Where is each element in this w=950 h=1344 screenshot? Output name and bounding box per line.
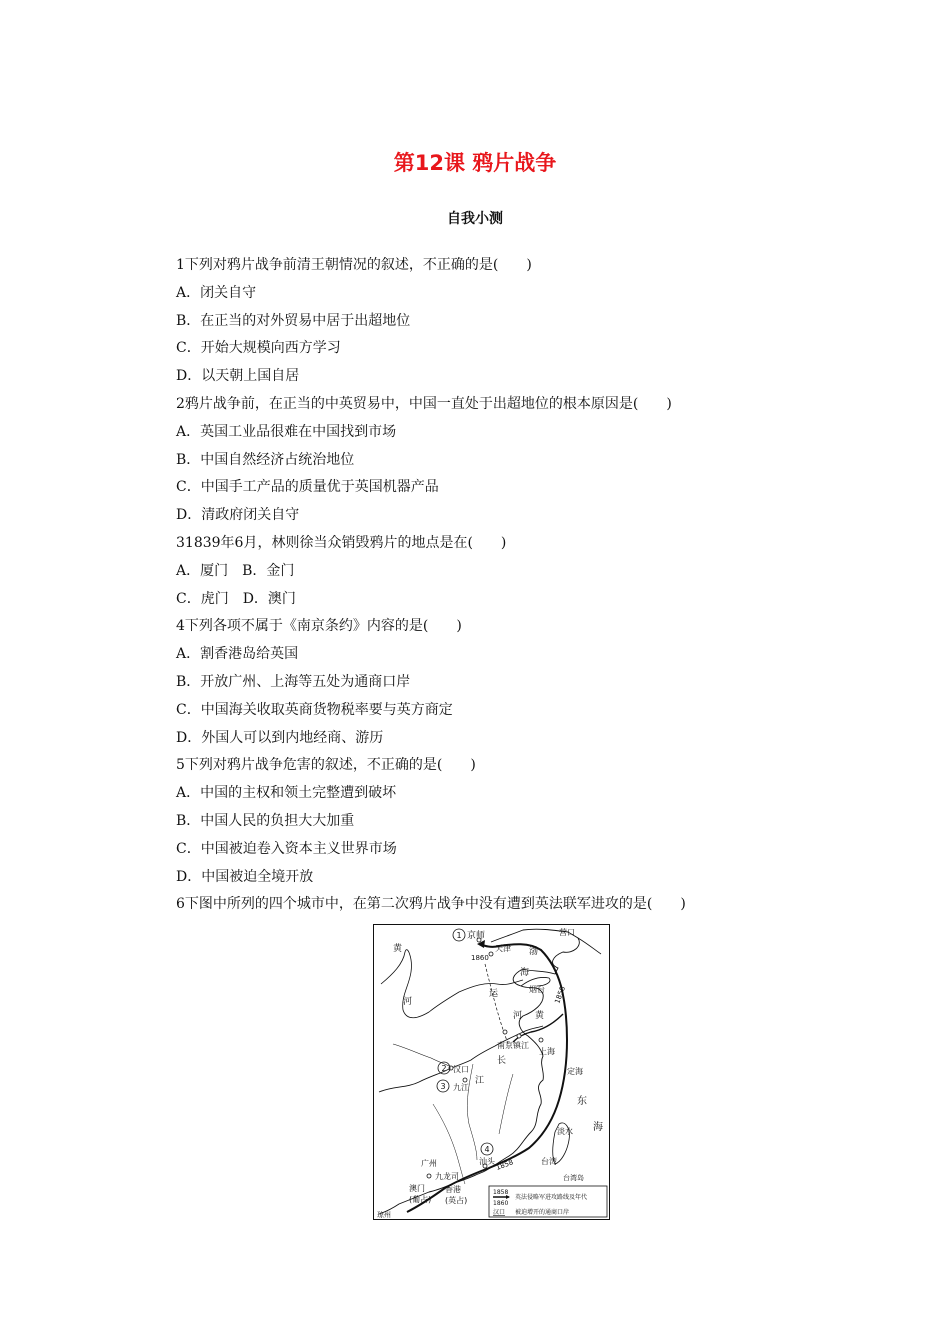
question-6-stem: 6下图中所列的四个城市中，在第二次鸦片战争中没有遭到英法联军进攻的是( ) <box>176 896 686 913</box>
question-5-option-c: C．中国被迫卷入资本主义世界市场 <box>176 840 397 857</box>
jiujiang-marker <box>463 1078 467 1082</box>
label-he-canal: 河 <box>513 1011 523 1021</box>
label-hai2: 海 <box>593 1122 603 1133</box>
label-yantai: 烟台 <box>529 985 545 994</box>
question-5-option-b: B．中国人民的负担大大加重 <box>176 812 355 829</box>
question-4-option-b: B．开放广州、上海等五处为通商口岸 <box>176 673 411 690</box>
question-2-option-c: C．中国手工产品的质量优于英国机器产品 <box>176 479 439 496</box>
label-tianjin: 天津 <box>495 944 511 953</box>
legend-port-text: 被迫增开的通商口岸 <box>515 1209 570 1216</box>
legend-port-sample: 汉口 <box>493 1209 506 1216</box>
number-2: 2 <box>441 1064 447 1073</box>
question-1-option-a: A．闭关自守 <box>176 284 257 301</box>
legend-route-text: 英法侵略军进攻路线及年代 <box>515 1194 588 1201</box>
question-1-option-d: D．以天朝上国自居 <box>176 368 300 385</box>
label-dong: 东 <box>577 1096 587 1107</box>
label-danshui: 淡水 <box>557 1127 573 1136</box>
nanjing-marker <box>503 1030 507 1034</box>
question-1-option-b: B．在正当的对外贸易中居于出超地位 <box>176 312 411 329</box>
question-2-option-d: D．清政府闭关自守 <box>176 507 300 524</box>
label-bo: 渤 <box>529 947 539 957</box>
zhenjiang-marker <box>517 1034 521 1038</box>
label-hankou: 汉口 <box>453 1065 469 1074</box>
label-shanghai: 上海 <box>539 1047 555 1056</box>
label-jiulong: 九龙司 <box>435 1172 459 1181</box>
question-3-options-ab: A．厦门 B．金门 <box>176 562 295 579</box>
label-he-river: 河 <box>403 997 413 1007</box>
number-1: 1 <box>456 931 462 940</box>
opium-war-map <box>373 924 610 1220</box>
label-yingkou: 营口 <box>559 928 575 937</box>
question-4-option-d: D．外国人可以到内地经商、游历 <box>176 729 384 746</box>
label-qiongzhou: 琼州 <box>377 1211 391 1219</box>
question-2-option-a: A．英国工业品很难在中国找到市场 <box>176 423 397 440</box>
label-taiwan-island: 台湾岛 <box>563 1174 584 1182</box>
question-4-option-c: C．中国海关收取英商货物税率要与英方商定 <box>176 701 453 718</box>
year-1860: 1860 <box>471 954 489 962</box>
page-title: 第12课 鸦片战争 <box>393 151 557 175</box>
label-hai1: 海 <box>520 968 530 978</box>
question-5-option-d: D．中国被迫全境开放 <box>176 868 314 885</box>
question-2-option-b: B．中国自然经济占统治地位 <box>176 451 355 468</box>
label-yun: 运 <box>489 989 499 999</box>
legend-year-1858: 1858 <box>493 1189 509 1196</box>
year-1858-south: 1858 <box>494 1158 515 1172</box>
legend-year-1860: 1860 <box>493 1200 509 1207</box>
tianjin-marker <box>489 952 493 956</box>
label-shantou: 汕头 <box>479 1157 495 1166</box>
question-4-stem: 4下列各项不属于《南京条约》内容的是( ) <box>176 618 462 635</box>
question-1-stem: 1下列对鸦片战争前清王朝情况的叙述，不正确的是( ) <box>176 257 532 273</box>
question-4-option-a: A．割香港岛给英国 <box>176 646 299 663</box>
question-5-stem: 5下列对鸦片战争危害的叙述，不正确的是( ) <box>176 757 476 774</box>
question-list <box>176 252 856 919</box>
shanghai-marker <box>539 1038 543 1042</box>
question-2-stem: 2鸦片战争前，在正当的中英贸易中，中国一直处于出超地位的根本原因是( ) <box>176 395 672 412</box>
question-1-option-c: C．开始大规模向西方学习 <box>176 340 341 357</box>
label-dinghai: 定海 <box>567 1067 583 1076</box>
label-taiwan: 台湾 <box>541 1157 557 1166</box>
section-title: 自我小测 <box>447 211 503 227</box>
label-jiang: 江 <box>475 1076 485 1086</box>
label-nanjing: 南京 <box>497 1041 513 1050</box>
label-aomen: 澳门 <box>409 1184 425 1193</box>
number-4: 4 <box>484 1145 490 1154</box>
label-chang: 长 <box>497 1056 507 1066</box>
question-5-option-a: A．中国的主权和领土完整遭到破坏 <box>176 785 397 802</box>
label-jiujiang: 九江 <box>453 1083 469 1092</box>
label-guangzhou: 广州 <box>421 1159 437 1168</box>
label-zhenjiang: 镇江 <box>513 1041 529 1050</box>
number-3: 3 <box>440 1082 446 1091</box>
label-aomen-note: (葡占) <box>409 1195 432 1204</box>
label-huang-sea: 黄 <box>535 1011 545 1021</box>
question-3-stem: 31839年6月，林则徐当众销毁鸦片的地点是在( ) <box>176 534 507 551</box>
label-jingshi: 京师 <box>467 931 486 941</box>
label-huang-river: 黄 <box>393 944 403 954</box>
label-xianggang: 香港 <box>445 1185 461 1194</box>
guangzhou-marker <box>427 1174 431 1178</box>
question-3-options-cd: C．虎门 D．澳门 <box>176 590 296 607</box>
year-1858-north: 1858 <box>553 985 567 1005</box>
label-xianggang-note: (英占) <box>445 1196 468 1205</box>
